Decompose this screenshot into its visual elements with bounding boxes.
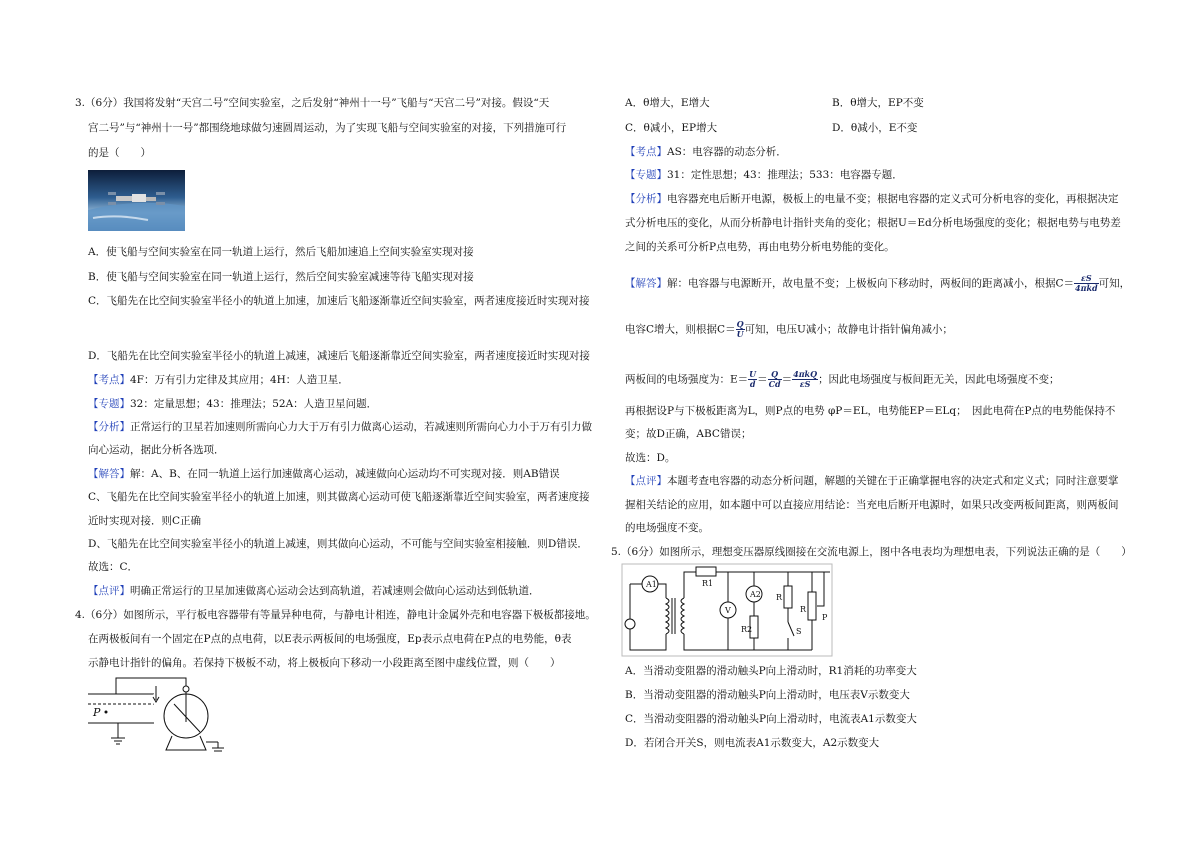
kaodian-tag: 【考点】	[88, 374, 130, 386]
field-formula-1: $\frac{U}{d}$	[749, 369, 757, 389]
field-formula-3: $\frac{\text{4πkQ}}{\varepsilon S}$	[793, 369, 818, 389]
fenxi-tag: 【分析】	[88, 421, 130, 433]
field-formula-2: $\frac{Q}{Cd}$	[768, 369, 781, 389]
r2-label: R2	[741, 625, 753, 634]
point-p-label: P	[93, 706, 101, 719]
q5-option-b: B．当滑动变阻器的滑动触头P向上滑动时，电压表V示数变大	[625, 689, 910, 701]
ammeter-a2-label: A2	[750, 590, 761, 599]
q4-option-a: A．θ增大，E增大	[625, 97, 710, 109]
q4-dianping-line2: 握相关结论的应用，如本题中可以直接应用结论：当充电后断开电源时，如果只改变两板间距离，则两板间	[625, 499, 1119, 511]
q4-jieda: 【解答】解：电容器与电源断开，故电量不变；上极板向下移动时，两板间的距离减小，根据C＝ $\frac{\varepsilon S}{\text{4πkd}}$ 可知，	[625, 273, 1131, 293]
q5-option-c: C．当滑动变阻器的滑动触头P向上滑动时，电流表A1示数变大	[625, 713, 917, 725]
q4-zhuanti: 【专题】31：定性思想；43：推理法；533：电容器专题．	[625, 169, 903, 181]
r1-label: R1	[702, 579, 714, 588]
q4-fenxi-line2: 式分析电压的变化，从而分析静电计指针夹角的变化；根据U＝Ed分析电场强度的变化；根据电势与电势差	[625, 217, 1121, 229]
q3-jieda-line5: 故选：C．	[88, 561, 139, 573]
q4-option-d: D．θ减小，E不变	[832, 122, 918, 134]
q3-stem-line3: 的是（ ）	[88, 147, 151, 159]
q3-option-d: D．飞船先在比空间实验室半径小的轨道上减速，减速后飞船逐渐靠近空间实验室，两者速度接近时实现对接	[88, 350, 590, 362]
q3-fenxi: 【分析】正常运行的卫星若加速则所需向心力大于万有引力做离心运动，若减速则所需向心力小于万有引力做	[88, 421, 592, 433]
q5-option-d: D．若闭合开关S，则电流表A1示数变大，A2示数变大	[625, 737, 880, 749]
q4-fenxi-line3: 之间的关系可分析P点电势，再由电势分析电势能的变化。	[625, 241, 895, 253]
q3-stem-line1: 3.（6分）我国将发射“天宫二号”空间实验室，之后发射“神州十一号”飞船与“天宫二号”对接。假设“天	[75, 97, 550, 109]
q3-jieda-line3: 近时实现对接．则C正确	[88, 515, 202, 527]
transformer-circuit-figure	[622, 564, 832, 656]
q4-dianping-line3: 的电场强度不变。	[625, 522, 709, 534]
q3-jieda-line2: C、飞船先在比空间实验室半径小的轨道上加速，则其做离心运动可使飞船逐渐靠近空间实验室，两者速度接	[88, 491, 590, 503]
q4-option-c: C．θ减小，EP增大	[625, 122, 718, 134]
q4-stem-line3: 示静电计指针的偏角。若保持下极板不动，将上极板向下移动一小段距离至图中虚线位置，则（ ）	[88, 657, 561, 669]
q4-jieda-line6: 故选：D。	[625, 452, 676, 464]
zhuanti-tag: 【专题】	[88, 398, 130, 410]
jieda-tag: 【解答】	[88, 468, 130, 480]
q3-option-a: A．使飞船与空间实验室在同一轨道上运行，然后飞船加速追上空间实验室实现对接	[88, 246, 474, 258]
capacitance-definition-formula: $\frac{Q}{U}$	[736, 319, 744, 339]
q4-kaodian: 【考点】AS：电容器的动态分析．	[625, 146, 787, 158]
q3-jieda-line4: D、飞船先在比空间实验室半径小的轨道上减速，则其做向心运动，不可能与空间实验室相接触．则D错误．	[88, 538, 588, 550]
q3-jieda: 【解答】解：A、B、在同一轨道上运行加速做离心运动，减速做向心运动均不可实现对接．则AB错误	[88, 468, 560, 480]
q4-jieda-line5: 变；故D正确，ABC错误；	[625, 428, 752, 440]
slider-p-label: P	[822, 613, 828, 622]
r-label: R	[776, 593, 783, 602]
capacitor-electroscope-figure	[86, 676, 226, 756]
voltmeter-label: V	[725, 606, 731, 615]
ammeter-a1-label: A1	[646, 580, 657, 589]
q4-dianping: 【点评】本题考查电容器的动态分析问题，解题的关键在于正确掌握电容的决定式和定义式；同时注意要掌	[625, 475, 1119, 487]
q3-stem-line2: 宫二号”与“神州十一号”都围绕地球做匀速圆周运动，为了实现飞船与空间实验室的对接，下列措施可行	[88, 122, 567, 134]
dianping-tag: 【点评】	[88, 585, 130, 597]
q3-option-c: C．飞船先在比空间实验室半径小的轨道上加速，加速后飞船逐渐靠近空间实验室，两者速度接近时实现对接	[88, 295, 590, 307]
switch-s-label: S	[796, 627, 802, 636]
q4-jieda-line3: 两板间的电场强度为：E＝ $\frac{U}{d}$ ＝ $\frac{Q}{Cd}$ ＝ $\frac{\text{4πkQ}}{\varepsilon S}$ ；因此电场强度与板间距无关，因此电场强度不变；	[625, 369, 1060, 389]
q4-stem-line2: 在两极板间有一个固定在P点的点电荷，以E表示两板间的电场强度，Ep表示点电荷在P点的电势能，θ表	[88, 633, 572, 645]
q4-option-b: B．θ增大，EP不变	[832, 97, 924, 109]
q5-stem: 5.（6分）如图所示，理想变压器原线圈接在交流电源上，图中各电表均为理想电表，下列说法正确的是（ ）	[611, 546, 1132, 558]
satellite-docking-image	[88, 170, 185, 231]
q5-option-a: A．当滑动变阻器的滑动触头P向上滑动时，R1消耗的功率变大	[625, 665, 917, 677]
q3-zhuanti: 【专题】32：定量思想；43：推理法；52A：人造卫星问题．	[88, 398, 378, 410]
q3-fenxi-line2: 向心运动，据此分析各选项．	[88, 444, 225, 456]
q4-stem-line1: 4.（6分）如图所示，平行板电容器带有等量异种电荷，与静电计相连，静电计金属外壳和电容器下极板都接地。	[75, 609, 596, 621]
q4-jieda-line4: 再根据设P与下极板距离为L，则P点的电势 φP＝EL，电势能EP＝ELq； 因此电荷在P点的电势能保持不	[625, 405, 1116, 417]
q3-option-b: B．使飞船与空间实验室在同一轨道上运行，然后空间实验室减速等待飞船实现对接	[88, 271, 474, 283]
q4-jieda-line2: 电容C增大，则根据C＝ $\frac{Q}{U}$ 可知，电压U减小；故静电计指针偏角减小；	[625, 319, 953, 339]
rheostat-r-label: R	[800, 605, 807, 614]
q3-kaodian: 【考点】4F：万有引力定律及其应用；4H：人造卫星．	[88, 374, 349, 386]
capacitance-formula: $\frac{\varepsilon S}{\text{4πkd}}$	[1075, 273, 1098, 293]
q3-dianping: 【点评】明确正常运行的卫星加速做离心运动会达到高轨道，若减速则会做向心运动达到低轨道．	[88, 585, 540, 597]
q4-fenxi: 【分析】电容器充电后断开电源，极板上的电量不变；根据电容器的定义式可分析电容的变化，再根据决定	[625, 193, 1119, 205]
